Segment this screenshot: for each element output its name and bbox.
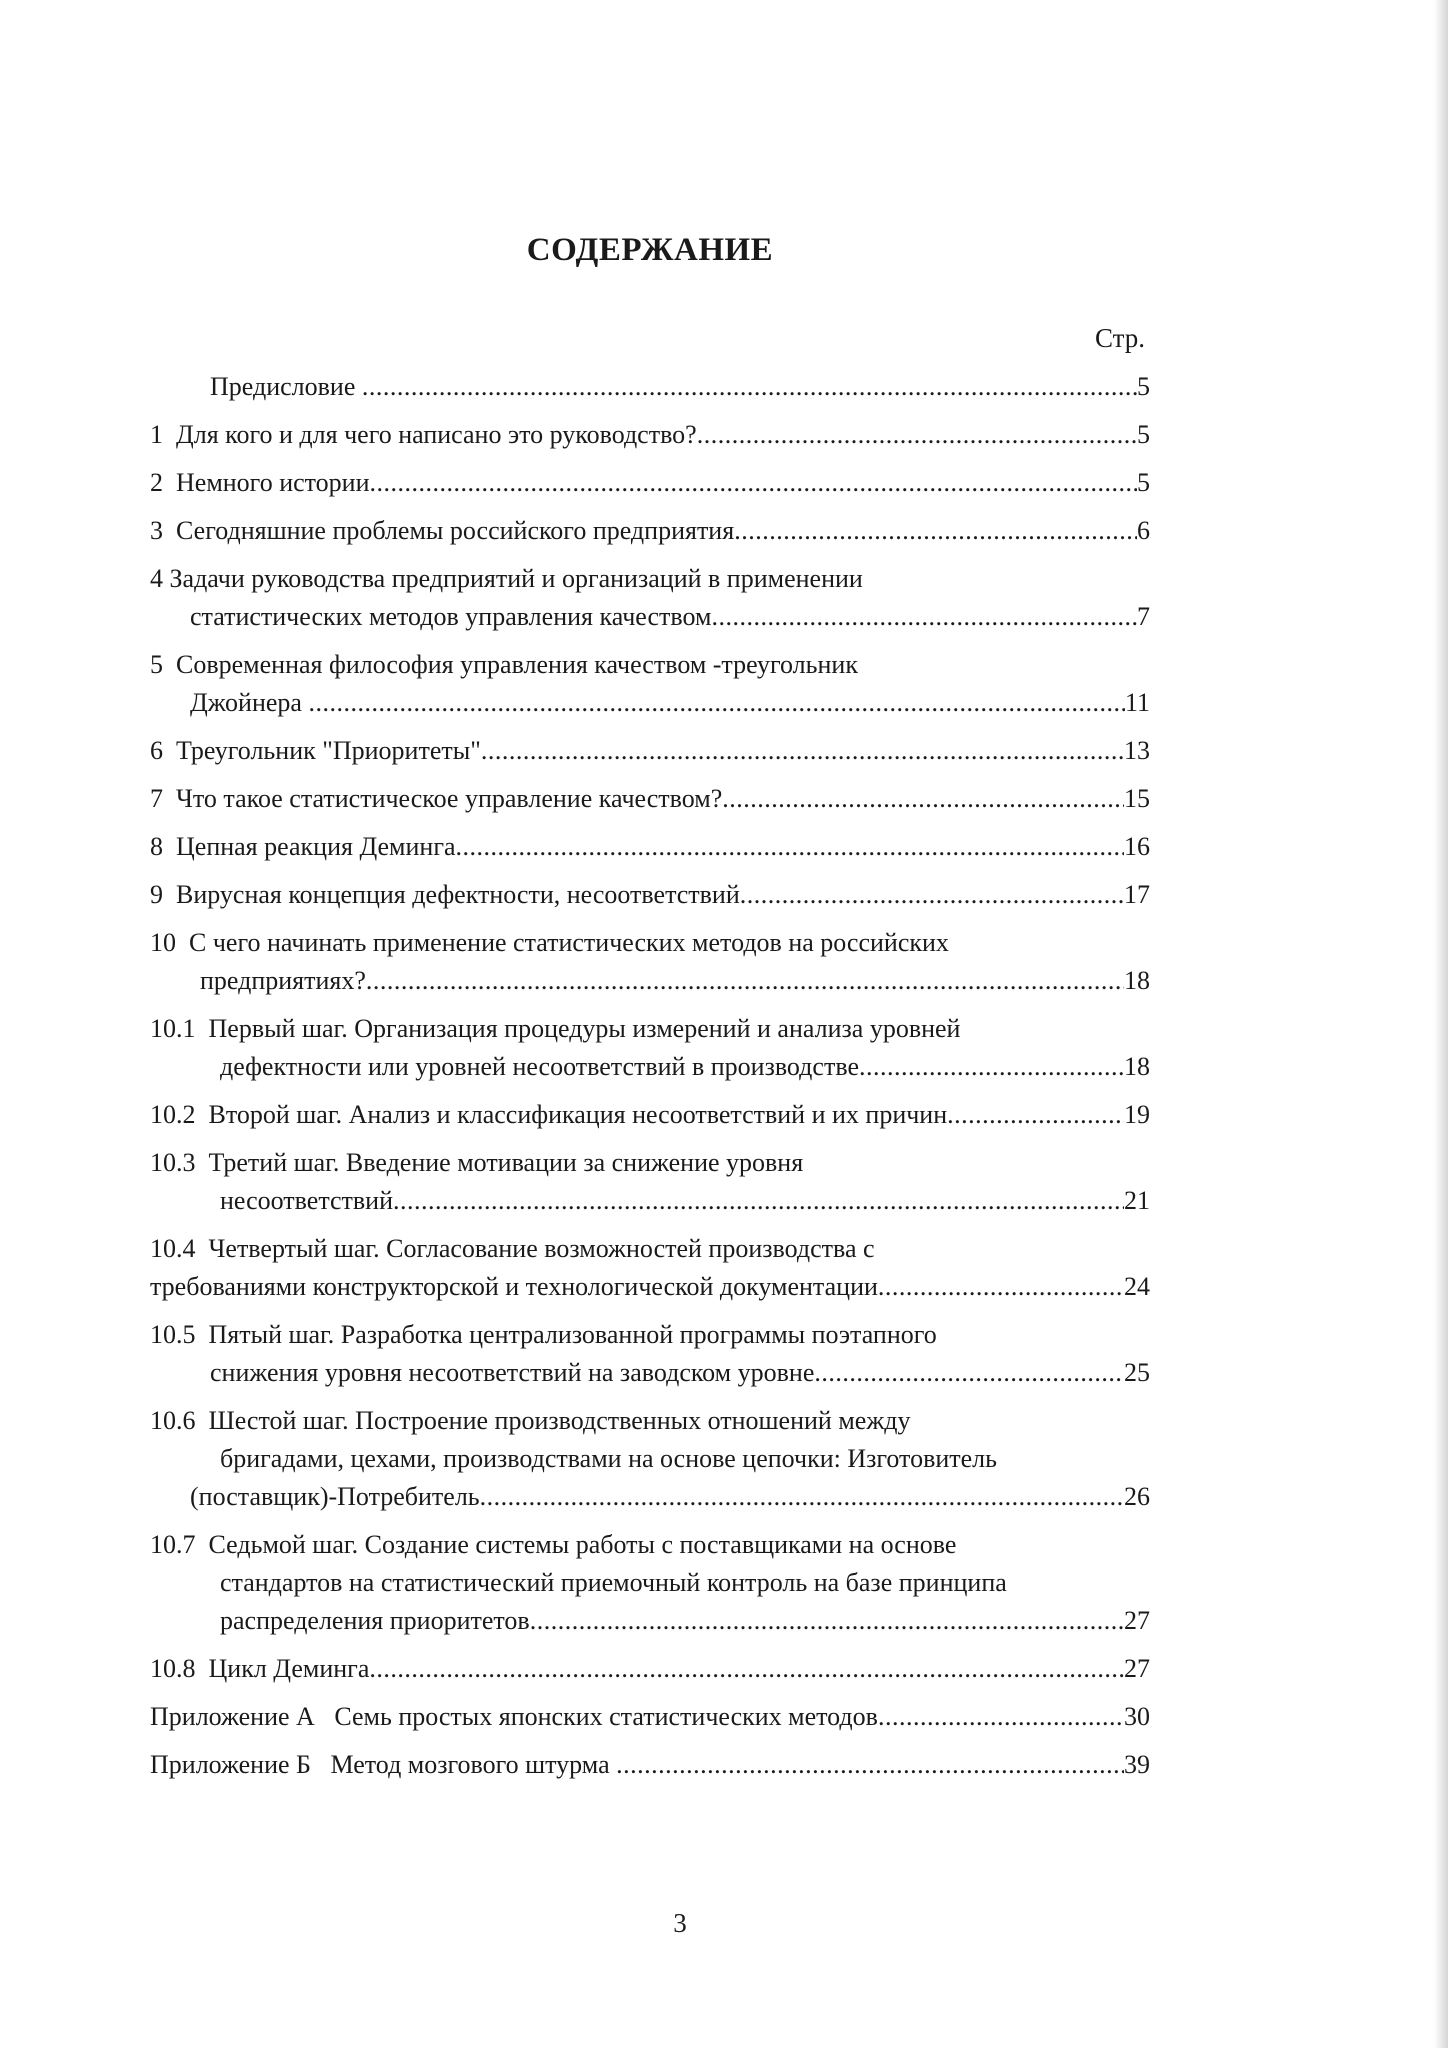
toc-line (150, 1316, 1150, 1354)
toc-page-number: 13 (1124, 736, 1150, 765)
toc-entry (150, 780, 1150, 818)
toc-leader-dots (370, 464, 1137, 502)
toc-line (150, 1402, 1150, 1440)
toc-line (150, 828, 1150, 866)
toc-entry (150, 1316, 1150, 1392)
toc-entry (150, 416, 1150, 454)
toc-page-number: 15 (1124, 784, 1150, 813)
toc-entry (150, 924, 1150, 1000)
toc-entry (150, 560, 1150, 636)
toc-page-number: 11 (1124, 688, 1150, 717)
toc-page-number: 5 (1137, 372, 1150, 401)
toc-leader-dots (393, 1182, 1124, 1220)
toc-line (150, 1144, 1150, 1182)
toc-line (150, 1526, 1150, 1564)
toc-entry-title: 10.6 Шестой шаг. Построение производственных отношений между (150, 1406, 911, 1435)
toc-entry-title: 10.2 Второй шаг. Анализ и классификация несоответствий и их причин (150, 1100, 948, 1129)
toc-entry-title: 1 Для кого и для чего написано это руководство? (150, 420, 697, 449)
toc-page-number: 18 (1124, 966, 1150, 995)
toc-entry-title: статистических методов управления качеством (190, 602, 712, 631)
table-of-contents (150, 368, 1150, 1794)
toc-line (150, 1698, 1150, 1736)
toc-leader-dots (722, 780, 1124, 818)
toc-leader-dots (308, 684, 1124, 722)
toc-page-number: 21 (1124, 1186, 1150, 1215)
toc-entry (150, 1096, 1150, 1134)
toc-entry (150, 732, 1150, 770)
toc-entry-title: стандартов на статистический приемочный контроль на базе принципа (220, 1568, 1007, 1597)
toc-line (150, 1564, 1150, 1602)
toc-page-number: 7 (1137, 602, 1150, 631)
toc-entry-title: 4 Задачи руководства предприятий и организаций в применении (150, 564, 863, 593)
toc-line (150, 1048, 1150, 1086)
toc-line (150, 924, 1150, 962)
toc-leader-dots (697, 416, 1137, 454)
toc-page-number: 26 (1124, 1482, 1150, 1511)
toc-line (150, 1096, 1150, 1134)
toc-line (150, 780, 1150, 818)
toc-entry-title: Приложение А Семь простых японских статистических методов (150, 1702, 878, 1731)
toc-leader-dots (456, 828, 1124, 866)
toc-entry (150, 1650, 1150, 1688)
toc-entry-title: распределения приоритетов (220, 1606, 530, 1635)
toc-leader-dots (814, 1354, 1124, 1392)
toc-page-number: 24 (1124, 1272, 1150, 1301)
toc-line (150, 1602, 1150, 1640)
toc-entry-title: 10 С чего начинать применение статистических методов на российских (150, 928, 949, 957)
toc-line (150, 560, 1150, 598)
toc-entry-title: Предисловие (210, 372, 362, 401)
toc-page-number: 27 (1124, 1654, 1150, 1683)
toc-leader-dots (480, 1478, 1124, 1516)
toc-entry-title: 9 Вирусная концепция дефектности, несоответствий (150, 880, 740, 909)
toc-line (150, 1182, 1150, 1220)
toc-leader-dots (947, 1096, 1124, 1134)
toc-leader-dots (481, 732, 1124, 770)
toc-entry (150, 1746, 1150, 1784)
toc-page-number: 27 (1124, 1606, 1150, 1635)
toc-leader-dots (859, 1048, 1124, 1086)
toc-leader-dots (878, 1268, 1124, 1306)
toc-line (150, 1478, 1150, 1516)
toc-page-number: 39 (1124, 1750, 1150, 1779)
toc-leader-dots (734, 512, 1137, 550)
toc-page-number: 18 (1124, 1052, 1150, 1081)
toc-page-number: 5 (1137, 420, 1150, 449)
toc-entry (150, 368, 1150, 406)
toc-entry-title: 10.3 Третий шаг. Введение мотивации за снижение уровня (150, 1148, 804, 1177)
toc-line (150, 598, 1150, 636)
toc-entry-title: 7 Что такое статистическое управление качеством? (150, 784, 723, 813)
toc-entry-title: 8 Цепная реакция Деминга (150, 832, 456, 861)
toc-page-number: 25 (1124, 1358, 1150, 1387)
toc-line (150, 368, 1150, 406)
toc-line (150, 1010, 1150, 1048)
toc-leader-dots (369, 1650, 1124, 1688)
toc-line (150, 1650, 1150, 1688)
toc-entry-title: 2 Немного истории (150, 468, 370, 497)
page-column-label: Стр. (1095, 323, 1146, 353)
toc-leader-dots (530, 1602, 1124, 1640)
toc-line (150, 1440, 1150, 1478)
toc-line (150, 1230, 1150, 1268)
toc-entry-title: Джойнера (190, 688, 309, 717)
toc-leader-dots (362, 368, 1137, 406)
toc-entry (150, 876, 1150, 914)
toc-entry (150, 1230, 1150, 1306)
toc-entry-title: несоответствий (220, 1186, 394, 1215)
toc-leader-dots (616, 1746, 1124, 1784)
toc-entry (150, 828, 1150, 866)
toc-entry-title: 10.8 Цикл Деминга (150, 1654, 370, 1683)
toc-page-number: 17 (1124, 880, 1150, 909)
toc-line (150, 684, 1150, 722)
toc-entry (150, 1010, 1150, 1086)
page-edge-shadow (1434, 0, 1448, 2048)
toc-line (150, 962, 1150, 1000)
toc-entry-title: 10.7 Седьмой шаг. Создание системы работы с поставщиками на основе (150, 1530, 957, 1559)
toc-entry-title: 3 Сегодняшние проблемы российского предприятия (150, 516, 735, 545)
toc-entry (150, 464, 1150, 502)
toc-line (150, 876, 1150, 914)
toc-entry-title: снижения уровня несоответствий на заводском уровне (210, 1358, 815, 1387)
toc-entry (150, 1402, 1150, 1516)
toc-entry (150, 1144, 1150, 1220)
toc-leader-dots (366, 962, 1124, 1000)
toc-entry (150, 646, 1150, 722)
toc-entry-title: 10.1 Первый шаг. Организация процедуры измерений и анализа уровней (150, 1014, 961, 1043)
toc-page-number: 16 (1124, 832, 1150, 861)
toc-entry-title: 10.5 Пятый шаг. Разработка централизованной программы поэтапного (150, 1320, 937, 1349)
toc-entry-title: (поставщик)-Потребитель (190, 1482, 480, 1511)
toc-entry (150, 1526, 1150, 1640)
toc-entry-title: бригадами, цехами, производствами на основе цепочки: Изготовитель (220, 1444, 998, 1473)
toc-leader-dots (878, 1698, 1124, 1736)
toc-page-number: 6 (1137, 516, 1150, 545)
toc-entry-title: 10.4 Четвертый шаг. Согласование возможностей производства с (150, 1234, 875, 1263)
toc-entry-title: требованиями конструкторской и технологической документации (150, 1272, 878, 1301)
toc-entry (150, 1698, 1150, 1736)
toc-page-number: 19 (1124, 1100, 1150, 1129)
toc-line (150, 1268, 1150, 1306)
toc-entry-title: дефектности или уровней несоответствий в производстве (220, 1052, 859, 1081)
toc-line (150, 732, 1150, 770)
toc-line (150, 416, 1150, 454)
toc-line (150, 1354, 1150, 1392)
toc-leader-dots (711, 598, 1137, 636)
toc-page-number: 30 (1124, 1702, 1150, 1731)
toc-entry-title: 6 Треугольник "Приоритеты" (150, 736, 481, 765)
page-title: СОДЕРЖАНИЕ (526, 232, 774, 268)
toc-entry (150, 512, 1150, 550)
toc-page-number: 5 (1137, 468, 1150, 497)
toc-leader-dots (740, 876, 1124, 914)
toc-entry-title: предприятиях? (200, 966, 366, 995)
toc-entry-title: Приложение Б Метод мозгового штурма (150, 1750, 617, 1779)
toc-line (150, 464, 1150, 502)
page-number: 3 (673, 1908, 687, 1938)
toc-line (150, 646, 1150, 684)
toc-line (150, 512, 1150, 550)
toc-line (150, 1746, 1150, 1784)
toc-entry-title: 5 Современная философия управления качеством -треугольник (150, 650, 858, 679)
